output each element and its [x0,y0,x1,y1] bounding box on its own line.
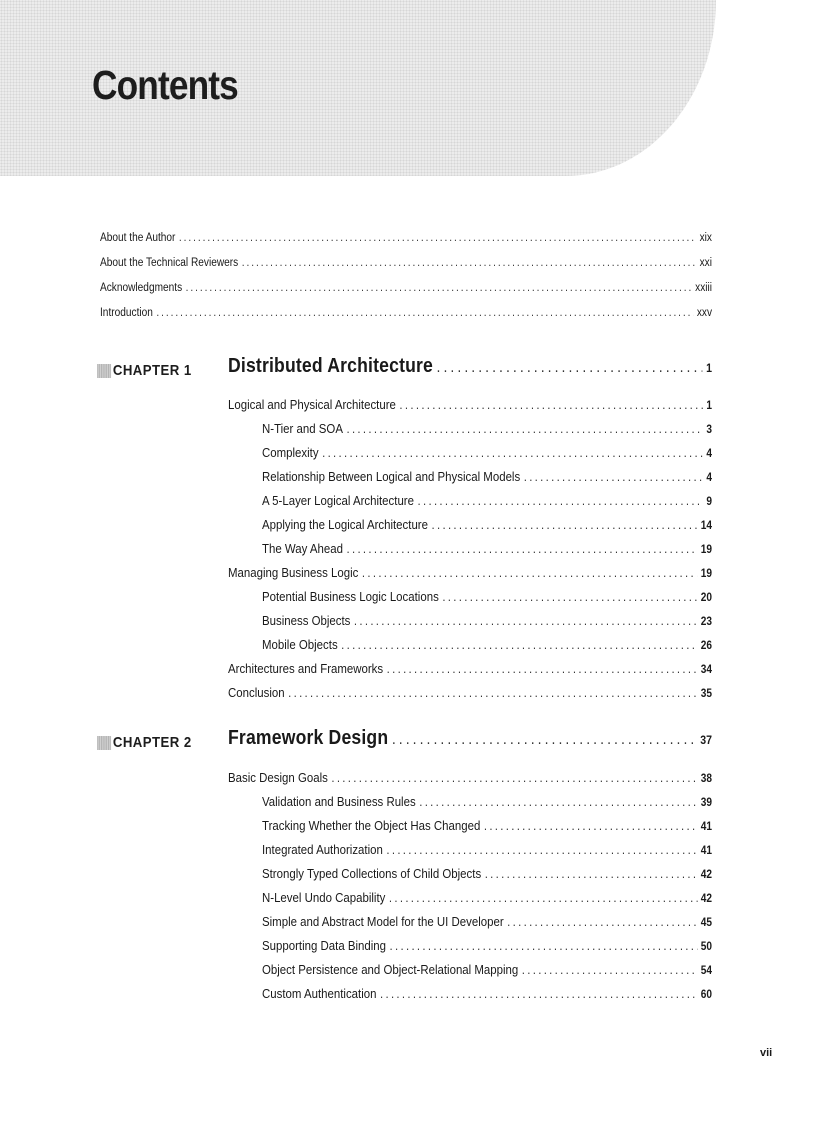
toc-entry[interactable] [228,565,712,587]
toc-entry-title: Strongly Typed Collections of Child Objects [262,866,482,881]
toc-entry-title: Custom Authentication [262,986,377,1001]
toc-entry-page: 19 [700,544,712,556]
dot-leader [419,794,697,809]
toc-entry-title: Potential Business Logic Locations [262,589,439,604]
dot-leader [346,541,697,556]
toc-entry[interactable] [228,685,712,707]
dot-leader [399,397,702,412]
toc-entry-title: Business Objects [262,613,351,628]
dot-leader [362,565,697,580]
chapter-label [97,734,192,751]
toc-entry-title: N-Tier and SOA [262,421,343,436]
dot-leader [179,232,696,244]
toc-entry[interactable] [228,397,712,419]
toc-subentry[interactable] [262,637,712,659]
toc-subentry[interactable] [262,842,712,864]
toc-entry-title: Acknowledgments [100,282,183,294]
dot-leader [522,962,697,977]
toc-entry-title: A 5-Layer Logical Architecture [262,493,414,508]
dot-leader [341,637,697,652]
toc-entry-page: 54 [700,965,712,977]
toc-entry-title: N-Level Undo Capability [262,890,386,905]
toc-entry-page: 39 [700,797,712,809]
toc-entry-title: Simple and Abstract Model for the UI Developer [262,914,504,929]
toc-entry-page: xxiii [695,282,712,294]
toc-subentry[interactable] [262,818,712,840]
chapter-marker-icon [97,364,111,378]
toc-entry-title: Supporting Data Binding [262,938,387,953]
dot-leader [156,307,693,319]
chapter-label-text: CHAPTER 2 [112,734,192,751]
dot-leader [524,469,703,484]
toc-entry-page: xix [699,232,712,244]
toc-subentry[interactable] [262,493,712,515]
toc-entry-title: Tracking Whether the Object Has Changed [262,818,481,833]
toc-entry-page: 42 [700,893,712,905]
dot-leader [354,613,697,628]
toc-entry-about-reviewers[interactable] [100,257,712,277]
dot-leader [432,517,698,532]
toc-subentry[interactable] [262,517,712,539]
toc-entry-acknowledgments[interactable] [100,282,712,302]
toc-entry-title: Introduction [100,307,153,319]
chapter-page: 1 [706,361,712,375]
chapter-label-text: CHAPTER 1 [112,362,192,379]
toc-entry-page: xxv [696,307,712,319]
toc-subentry[interactable] [262,794,712,816]
toc-entry-page: 14 [700,520,712,532]
toc-entry-title: Basic Design Goals [228,770,328,785]
toc-entry-about-author[interactable] [100,232,712,252]
toc-entry-title: Validation and Business Rules [262,794,416,809]
toc-entry-page: 26 [700,640,712,652]
chapter-marker-icon [97,736,111,750]
toc-entry-title: Architectures and Frameworks [228,661,384,676]
toc-subentry[interactable] [262,986,712,1008]
dot-leader [442,589,697,604]
toc-entry-page: 1 [706,400,712,412]
dot-leader [380,986,697,1001]
toc-entry-title: Conclusion [228,685,285,700]
dot-leader [346,421,702,436]
toc-subentry[interactable] [262,445,712,467]
dot-leader [418,493,703,508]
dot-leader [390,938,698,953]
dot-leader [507,914,697,929]
toc-entry-title: Mobile Objects [262,637,338,652]
toc-entry-title: Relationship Between Logical and Physical Models [262,469,521,484]
toc-entry-page: 41 [700,821,712,833]
toc-entry-page: 38 [700,773,712,785]
toc-entry-page: 50 [700,941,712,953]
toc-subentry[interactable] [262,914,712,936]
toc-entry-title: Managing Business Logic [228,565,359,580]
toc-entry-page: 3 [706,424,712,436]
toc-entry-page: 34 [700,664,712,676]
toc-subentry[interactable] [262,866,712,888]
dot-leader [387,661,698,676]
page-number: vii [760,1047,773,1059]
toc-subentry[interactable] [262,962,712,984]
toc-entry-page: 4 [706,472,712,484]
toc-entry-page: 20 [700,592,712,604]
toc-subentry[interactable] [262,613,712,635]
toc-entry-page: 35 [700,688,712,700]
dot-leader [485,866,698,881]
toc-entry-page: 9 [706,496,712,508]
toc-entry-page: 4 [706,448,712,460]
toc-entry-title: Complexity [262,445,319,460]
dot-leader [288,685,697,700]
toc-subentry[interactable] [262,938,712,960]
toc-entry[interactable] [228,770,712,792]
toc-chapter-title[interactable] [228,727,712,757]
chapter-label [97,362,192,379]
toc-entry-page: 19 [700,568,712,580]
toc-entry-page: 60 [700,989,712,1001]
toc-entry[interactable] [228,661,712,683]
chapter-title: Distributed Architecture [228,355,434,377]
toc-entry-page: 42 [700,869,712,881]
dot-leader [437,359,703,377]
toc-subentry[interactable] [262,541,712,563]
toc-entry-page: 23 [700,616,712,628]
toc-subentry[interactable] [262,469,712,491]
toc-entry-title: Integrated Authorization [262,842,383,857]
dot-leader [484,818,697,833]
toc-entry-page: xxi [699,257,712,269]
toc-entry-page: 45 [700,917,712,929]
toc-subentry[interactable] [262,421,712,443]
toc-entry-page: 41 [700,845,712,857]
toc-entry-title: Object Persistence and Object-Relational Mapping [262,962,519,977]
toc-entry-title: About the Technical Reviewers [100,257,239,269]
toc-chapter-title[interactable] [228,355,712,385]
toc-entry-title: Logical and Physical Architecture [228,397,396,412]
dot-leader [389,890,697,905]
dot-leader [386,842,697,857]
chapter-title: Framework Design [228,727,389,749]
dot-leader [186,282,692,294]
dot-leader [331,770,697,785]
toc-entry-title: Applying the Logical Architecture [262,517,428,532]
toc-entry-title: The Way Ahead [262,541,343,556]
page-title: Contents [92,62,238,108]
toc-subentry[interactable] [262,890,712,912]
toc-subentry[interactable] [262,589,712,611]
chapter-page: 37 [700,733,712,747]
dot-leader [392,731,697,749]
toc-entry-introduction[interactable] [100,307,712,327]
dot-leader [242,257,696,269]
dot-leader [322,445,703,460]
toc-entry-title: About the Author [100,232,176,244]
